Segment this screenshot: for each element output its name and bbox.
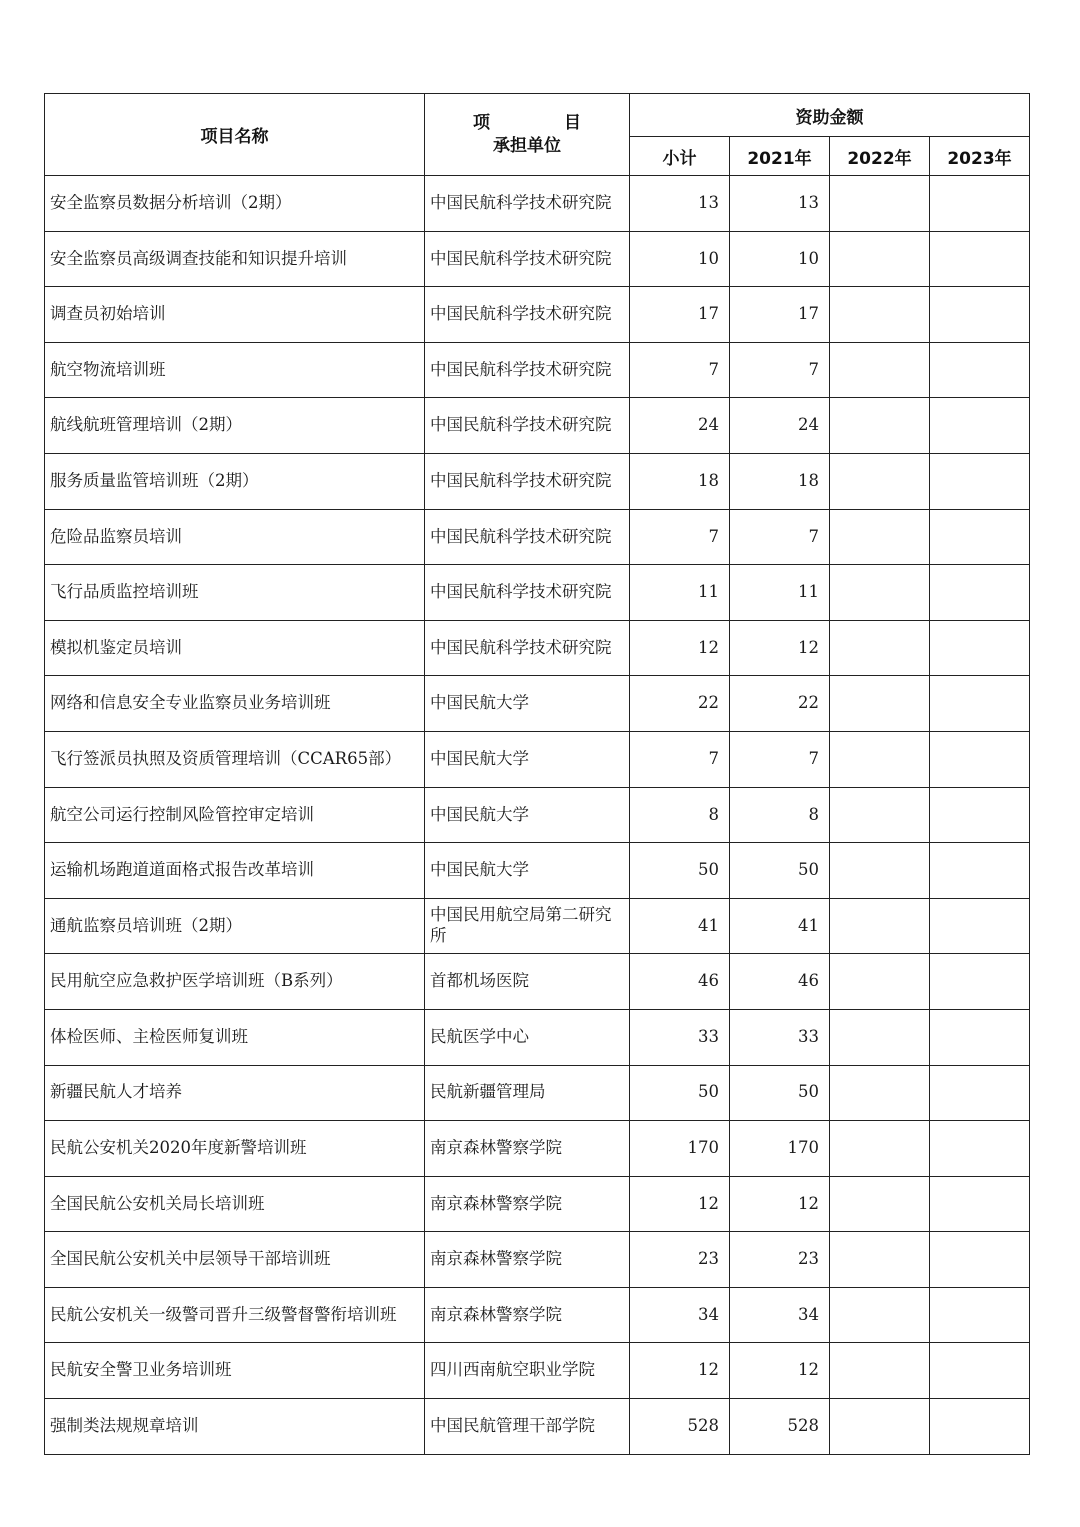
table-row bbox=[45, 1176, 1030, 1232]
amount-2021-cell: 7 bbox=[730, 731, 830, 787]
table-row bbox=[45, 731, 1030, 787]
amount-2022-cell bbox=[830, 787, 930, 843]
header-unit-line1: 项 目 bbox=[473, 113, 615, 134]
header-2023: 2023年 bbox=[930, 137, 1030, 176]
subtotal-cell: 10 bbox=[630, 231, 730, 287]
subtotal-cell: 13 bbox=[630, 176, 730, 232]
project-name-cell: 民航公安机关一级警司晋升三级警督警衔培训班 bbox=[45, 1287, 425, 1343]
undertaking-unit-cell: 中国民航大学 bbox=[425, 731, 630, 787]
subtotal-cell: 41 bbox=[630, 898, 730, 954]
amount-2022-cell bbox=[830, 676, 930, 732]
header-subtotal: 小计 bbox=[630, 137, 730, 176]
amount-2021-cell: 24 bbox=[730, 398, 830, 454]
amount-2023-cell bbox=[930, 1287, 1030, 1343]
table-row bbox=[45, 787, 1030, 843]
amount-2022-cell bbox=[830, 1121, 930, 1177]
amount-2023-cell bbox=[930, 1232, 1030, 1288]
amount-2021-cell: 8 bbox=[730, 787, 830, 843]
header-funding-amount: 资助金额 bbox=[630, 94, 1030, 137]
undertaking-unit-cell: 中国民航科学技术研究院 bbox=[425, 176, 630, 232]
amount-2023-cell bbox=[930, 898, 1030, 954]
amount-2022-cell bbox=[830, 176, 930, 232]
subtotal-cell: 7 bbox=[630, 342, 730, 398]
amount-2021-cell: 10 bbox=[730, 231, 830, 287]
undertaking-unit-cell: 四川西南航空职业学院 bbox=[425, 1343, 630, 1399]
project-name-cell: 航空物流培训班 bbox=[45, 342, 425, 398]
table-row bbox=[45, 620, 1030, 676]
project-name-cell: 安全监察员高级调查技能和知识提升培训 bbox=[45, 231, 425, 287]
amount-2021-cell: 50 bbox=[730, 1065, 830, 1121]
amount-2021-cell: 12 bbox=[730, 620, 830, 676]
table-row bbox=[45, 287, 1030, 343]
undertaking-unit-cell: 中国民航科学技术研究院 bbox=[425, 620, 630, 676]
amount-2022-cell bbox=[830, 1287, 930, 1343]
table-row bbox=[45, 676, 1030, 732]
amount-2023-cell bbox=[930, 1009, 1030, 1065]
header-2021: 2021年 bbox=[730, 137, 830, 176]
undertaking-unit-cell: 南京森林警察学院 bbox=[425, 1176, 630, 1232]
undertaking-unit-cell: 中国民航科学技术研究院 bbox=[425, 398, 630, 454]
amount-2023-cell bbox=[930, 1399, 1030, 1455]
project-name-cell: 民航公安机关2020年度新警培训班 bbox=[45, 1121, 425, 1177]
amount-2022-cell bbox=[830, 1399, 930, 1455]
subtotal-cell: 8 bbox=[630, 787, 730, 843]
amount-2022-cell bbox=[830, 453, 930, 509]
project-name-cell: 安全监察员数据分析培训（2期） bbox=[45, 176, 425, 232]
table-row bbox=[45, 1121, 1030, 1177]
subtotal-cell: 11 bbox=[630, 565, 730, 621]
table-row bbox=[45, 509, 1030, 565]
project-name-cell: 民用航空应急救护医学培训班（B系列） bbox=[45, 954, 425, 1010]
amount-2021-cell: 23 bbox=[730, 1232, 830, 1288]
amount-2021-cell: 7 bbox=[730, 509, 830, 565]
undertaking-unit-cell: 中国民航管理干部学院 bbox=[425, 1399, 630, 1455]
amount-2021-cell: 18 bbox=[730, 453, 830, 509]
amount-2022-cell bbox=[830, 954, 930, 1010]
project-name-cell: 飞行品质监控培训班 bbox=[45, 565, 425, 621]
undertaking-unit-cell: 中国民航科学技术研究院 bbox=[425, 565, 630, 621]
header-undertaking-unit bbox=[425, 94, 630, 176]
project-name-cell: 民航安全警卫业务培训班 bbox=[45, 1343, 425, 1399]
amount-2023-cell bbox=[930, 287, 1030, 343]
amount-2023-cell bbox=[930, 620, 1030, 676]
project-name-cell: 危险品监察员培训 bbox=[45, 509, 425, 565]
subtotal-cell: 18 bbox=[630, 453, 730, 509]
amount-2022-cell bbox=[830, 1232, 930, 1288]
amount-2021-cell: 33 bbox=[730, 1009, 830, 1065]
amount-2022-cell bbox=[830, 620, 930, 676]
project-name-cell: 全国民航公安机关局长培训班 bbox=[45, 1176, 425, 1232]
undertaking-unit-cell: 中国民航科学技术研究院 bbox=[425, 342, 630, 398]
undertaking-unit-cell: 中国民航大学 bbox=[425, 843, 630, 899]
undertaking-unit-cell: 首都机场医院 bbox=[425, 954, 630, 1010]
undertaking-unit-cell: 中国民航科学技术研究院 bbox=[425, 287, 630, 343]
amount-2022-cell bbox=[830, 231, 930, 287]
table-row bbox=[45, 231, 1030, 287]
undertaking-unit-cell: 南京森林警察学院 bbox=[425, 1121, 630, 1177]
amount-2023-cell bbox=[930, 787, 1030, 843]
project-name-cell: 体检医师、主检医师复训班 bbox=[45, 1009, 425, 1065]
amount-2023-cell bbox=[930, 1121, 1030, 1177]
amount-2022-cell bbox=[830, 342, 930, 398]
undertaking-unit-cell: 中国民航科学技术研究院 bbox=[425, 453, 630, 509]
amount-2022-cell bbox=[830, 509, 930, 565]
subtotal-cell: 23 bbox=[630, 1232, 730, 1288]
amount-2021-cell: 13 bbox=[730, 176, 830, 232]
amount-2023-cell bbox=[930, 453, 1030, 509]
table-row bbox=[45, 1009, 1030, 1065]
subtotal-cell: 7 bbox=[630, 731, 730, 787]
undertaking-unit-cell: 民航医学中心 bbox=[425, 1009, 630, 1065]
undertaking-unit-cell: 民航新疆管理局 bbox=[425, 1065, 630, 1121]
project-name-cell: 航空公司运行控制风险管控审定培训 bbox=[45, 787, 425, 843]
subtotal-cell: 24 bbox=[630, 398, 730, 454]
amount-2021-cell: 17 bbox=[730, 287, 830, 343]
amount-2021-cell: 12 bbox=[730, 1176, 830, 1232]
table-row bbox=[45, 453, 1030, 509]
amount-2023-cell bbox=[930, 342, 1030, 398]
amount-2023-cell bbox=[930, 676, 1030, 732]
amount-2023-cell bbox=[930, 731, 1030, 787]
amount-2021-cell: 50 bbox=[730, 843, 830, 899]
amount-2023-cell bbox=[930, 231, 1030, 287]
project-name-cell: 飞行签派员执照及资质管理培训（CCAR65部） bbox=[45, 731, 425, 787]
funding-table bbox=[44, 93, 1030, 1455]
amount-2023-cell bbox=[930, 176, 1030, 232]
amount-2022-cell bbox=[830, 398, 930, 454]
undertaking-unit-cell: 中国民航大学 bbox=[425, 787, 630, 843]
amount-2022-cell bbox=[830, 1009, 930, 1065]
table-row bbox=[45, 398, 1030, 454]
undertaking-unit-cell: 南京森林警察学院 bbox=[425, 1232, 630, 1288]
header-2022: 2022年 bbox=[830, 137, 930, 176]
amount-2023-cell bbox=[930, 509, 1030, 565]
project-name-cell: 运输机场跑道道面格式报告改革培训 bbox=[45, 843, 425, 899]
amount-2023-cell bbox=[930, 843, 1030, 899]
amount-2022-cell bbox=[830, 843, 930, 899]
amount-2022-cell bbox=[830, 1065, 930, 1121]
undertaking-unit-cell: 南京森林警察学院 bbox=[425, 1287, 630, 1343]
subtotal-cell: 50 bbox=[630, 1065, 730, 1121]
amount-2022-cell bbox=[830, 565, 930, 621]
table-row bbox=[45, 565, 1030, 621]
subtotal-cell: 17 bbox=[630, 287, 730, 343]
project-name-cell: 全国民航公安机关中层领导干部培训班 bbox=[45, 1232, 425, 1288]
header-project-name: 项目名称 bbox=[45, 94, 425, 176]
header-unit-line2: 承担单位 bbox=[493, 135, 561, 156]
table-row bbox=[45, 1343, 1030, 1399]
undertaking-unit-cell: 中国民航大学 bbox=[425, 676, 630, 732]
amount-2023-cell bbox=[930, 1343, 1030, 1399]
amount-2022-cell bbox=[830, 1343, 930, 1399]
amount-2021-cell: 22 bbox=[730, 676, 830, 732]
subtotal-cell: 12 bbox=[630, 1343, 730, 1399]
subtotal-cell: 12 bbox=[630, 620, 730, 676]
amount-2023-cell bbox=[930, 1065, 1030, 1121]
subtotal-cell: 528 bbox=[630, 1399, 730, 1455]
amount-2021-cell: 46 bbox=[730, 954, 830, 1010]
project-name-cell: 通航监察员培训班（2期） bbox=[45, 898, 425, 954]
subtotal-cell: 34 bbox=[630, 1287, 730, 1343]
subtotal-cell: 12 bbox=[630, 1176, 730, 1232]
subtotal-cell: 50 bbox=[630, 843, 730, 899]
project-name-cell: 服务质量监管培训班（2期） bbox=[45, 453, 425, 509]
amount-2022-cell bbox=[830, 898, 930, 954]
table-row bbox=[45, 898, 1030, 954]
project-name-cell: 模拟机鉴定员培训 bbox=[45, 620, 425, 676]
subtotal-cell: 22 bbox=[630, 676, 730, 732]
amount-2021-cell: 170 bbox=[730, 1121, 830, 1177]
table-row bbox=[45, 954, 1030, 1010]
amount-2023-cell bbox=[930, 398, 1030, 454]
project-name-cell: 新疆民航人才培养 bbox=[45, 1065, 425, 1121]
amount-2022-cell bbox=[830, 731, 930, 787]
subtotal-cell: 170 bbox=[630, 1121, 730, 1177]
project-name-cell: 调查员初始培训 bbox=[45, 287, 425, 343]
amount-2022-cell bbox=[830, 287, 930, 343]
subtotal-cell: 46 bbox=[630, 954, 730, 1010]
amount-2021-cell: 34 bbox=[730, 1287, 830, 1343]
amount-2023-cell bbox=[930, 1176, 1030, 1232]
project-name-cell: 航线航班管理培训（2期） bbox=[45, 398, 425, 454]
undertaking-unit-cell: 中国民用航空局第二研究所 bbox=[425, 898, 630, 954]
table-row bbox=[45, 176, 1030, 232]
amount-2021-cell: 41 bbox=[730, 898, 830, 954]
amount-2023-cell bbox=[930, 954, 1030, 1010]
amount-2023-cell bbox=[930, 565, 1030, 621]
undertaking-unit-cell: 中国民航科学技术研究院 bbox=[425, 509, 630, 565]
table-row bbox=[45, 1399, 1030, 1455]
table-row bbox=[45, 1287, 1030, 1343]
table-row bbox=[45, 843, 1030, 899]
subtotal-cell: 33 bbox=[630, 1009, 730, 1065]
table-body bbox=[45, 176, 1030, 1455]
amount-2021-cell: 11 bbox=[730, 565, 830, 621]
undertaking-unit-cell: 中国民航科学技术研究院 bbox=[425, 231, 630, 287]
amount-2021-cell: 7 bbox=[730, 342, 830, 398]
amount-2021-cell: 12 bbox=[730, 1343, 830, 1399]
amount-2021-cell: 528 bbox=[730, 1399, 830, 1455]
subtotal-cell: 7 bbox=[630, 509, 730, 565]
project-name-cell: 强制类法规规章培训 bbox=[45, 1399, 425, 1455]
table-row bbox=[45, 1232, 1030, 1288]
amount-2022-cell bbox=[830, 1176, 930, 1232]
project-name-cell: 网络和信息安全专业监察员业务培训班 bbox=[45, 676, 425, 732]
table-row bbox=[45, 1065, 1030, 1121]
table-row bbox=[45, 342, 1030, 398]
